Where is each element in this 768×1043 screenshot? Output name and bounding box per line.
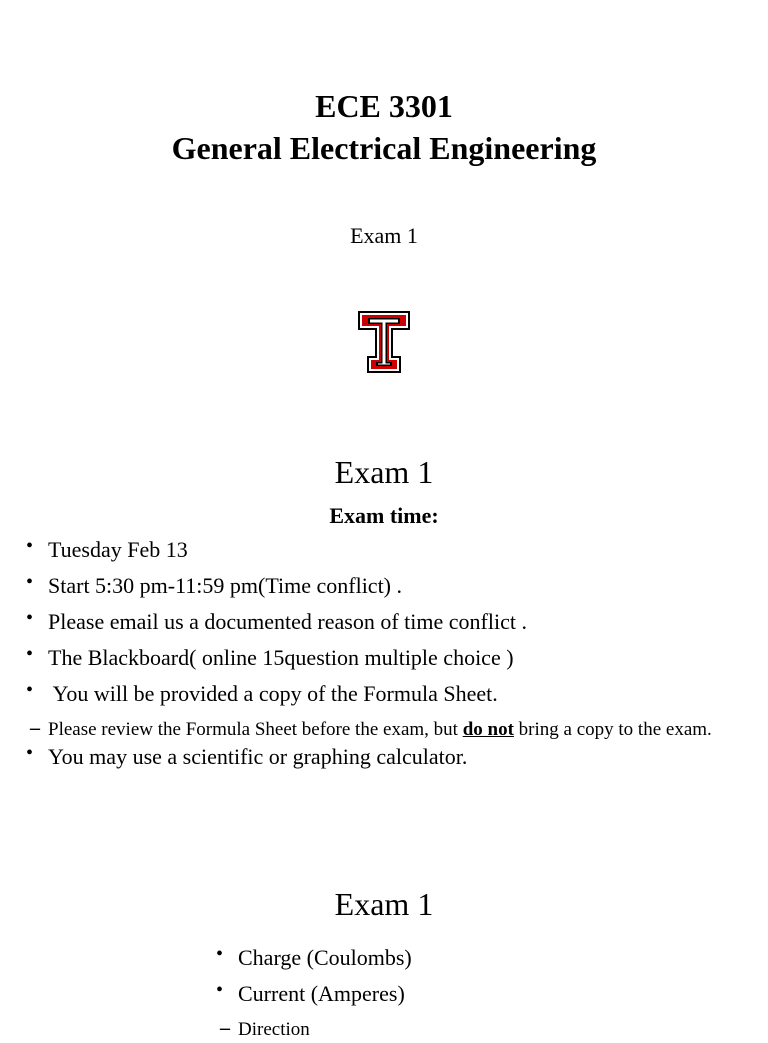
- note-text-after: bring a copy to the exam.: [513, 719, 712, 740]
- list-item: • You will be provided a copy of the Formula Sheet.: [48, 680, 748, 708]
- course-name: General Electrical Engineering: [171, 130, 597, 166]
- list-item: • Start 5:30 pm-11:59 pm(Time conflict) .: [48, 572, 748, 600]
- topics-list: [238, 944, 738, 1043]
- note-text-before: Please review the Formula Sheet before the exam, but: [48, 719, 463, 740]
- list-item: • Charge (Coulombs): [238, 944, 738, 972]
- exam-subtitle: Exam 1: [350, 223, 418, 248]
- do-not-emphasis: do not: [462, 719, 514, 740]
- list-item: • Tuesday Feb 13: [48, 536, 748, 564]
- exam-info-list: [48, 536, 748, 779]
- list-item: – Direction: [238, 1016, 738, 1043]
- list-item: • You may use a scientific or graphing calculator.: [48, 743, 748, 771]
- list-item: • Current (Amperes): [238, 980, 738, 1008]
- formula-sheet-note: [48, 716, 718, 743]
- slide2-title: Exam 1: [334, 454, 434, 490]
- texas-tech-double-t-logo-icon: [357, 310, 411, 374]
- exam-time-heading: Exam time:: [329, 503, 439, 528]
- slide3-title: Exam 1: [334, 886, 434, 922]
- list-item: • The Blackboard( online 15question multiple choice ): [48, 644, 748, 672]
- course-code: ECE 3301: [315, 88, 453, 124]
- list-item: • Please email us a documented reason of time conflict .: [48, 608, 748, 636]
